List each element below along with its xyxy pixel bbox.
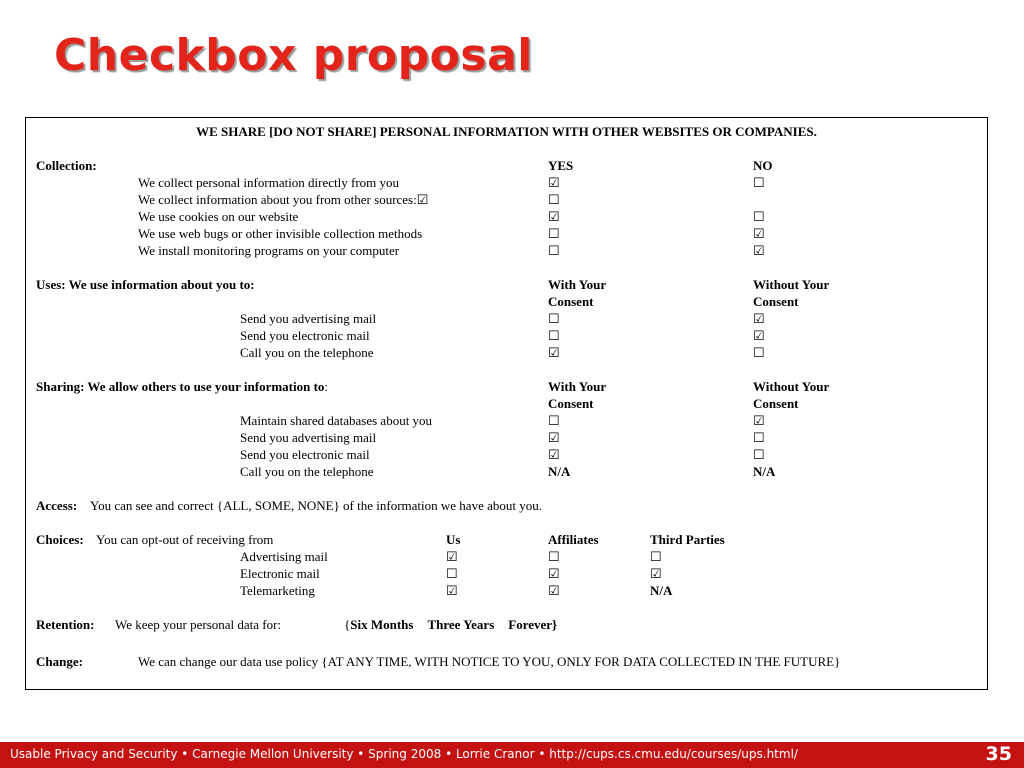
- sharing-row-consent-value: N/A: [548, 464, 571, 479]
- sharing-consent-header: Consent: [548, 396, 594, 411]
- access-text: You can see and correct {ALL, SOME, NONE} of the information we have about you.: [90, 498, 542, 513]
- choices-row-text: Advertising mail: [240, 549, 328, 564]
- collection-row-text: We collect personal information directly from you: [138, 175, 400, 190]
- sharing-row-no-consent-checkbox[interactable]: ☐: [753, 430, 765, 445]
- choices-affiliates-header: Affiliates: [548, 532, 599, 547]
- uses-consent-header: With Your: [548, 277, 607, 292]
- access-label: Access:: [36, 498, 78, 513]
- retention-text: We keep your personal data for:: [115, 617, 282, 632]
- choices-us-header: Us: [446, 532, 461, 547]
- slide-title: Checkbox proposal: [54, 30, 533, 81]
- retention-label: Retention:: [36, 617, 95, 632]
- choices-third-parties-header: Third Parties: [650, 532, 725, 547]
- sharing-row-text: Send you electronic mail: [240, 447, 370, 462]
- collection-row-text: We install monitoring programs on your computer: [138, 243, 400, 258]
- sharing-row-consent-checkbox[interactable]: ☑: [548, 430, 560, 445]
- choices-row-third-parties-checkbox[interactable]: ☑: [650, 566, 662, 581]
- sharing-row-consent-checkbox[interactable]: ☐: [548, 413, 560, 428]
- retention-open-brace: {: [344, 617, 351, 632]
- sharing-row-consent-checkbox[interactable]: ☑: [548, 447, 560, 462]
- collection-row-no-checkbox[interactable]: ☐: [753, 175, 765, 190]
- uses-row-consent-checkbox[interactable]: ☑: [548, 345, 560, 360]
- retention-options: [344, 617, 557, 633]
- collection-label: Collection:: [36, 158, 97, 173]
- collection-row-yes-checkbox[interactable]: ☐: [548, 226, 560, 241]
- choices-row-third-parties-value: N/A: [650, 583, 673, 598]
- sharing-row-text: Call you on the telephone: [240, 464, 374, 479]
- choices-row-third-parties-checkbox[interactable]: ☐: [650, 549, 662, 564]
- sharing-row-no-consent-value: N/A: [753, 464, 776, 479]
- collection-row-yes-checkbox[interactable]: ☑: [548, 175, 560, 190]
- change-text: We can change our data use policy {AT ANY TIME, WITH NOTICE TO YOU, ONLY FOR DATA COLLECTED IN THE FUTURE}: [138, 654, 841, 669]
- footer-bar: [0, 742, 1024, 768]
- sharing-no-consent-header: Consent: [753, 396, 799, 411]
- uses-row-no-consent-checkbox[interactable]: ☑: [753, 328, 765, 343]
- choices-row-affiliates-checkbox[interactable]: ☐: [548, 549, 560, 564]
- sharing-label-suffix: :: [324, 379, 329, 394]
- collection-row-yes-checkbox[interactable]: ☐: [548, 243, 560, 258]
- choices-row-text: Telemarketing: [240, 583, 315, 598]
- uses-row-text: Call you on the telephone: [240, 345, 374, 360]
- uses-label: Uses: We use information about you to:: [36, 277, 255, 292]
- collection-no-header: NO: [753, 158, 773, 173]
- uses-consent-header: Consent: [548, 294, 594, 309]
- page-number: 35: [985, 743, 1012, 765]
- collection-row-text: We use web bugs or other invisible collection methods: [138, 226, 423, 241]
- collection-row-yes-checkbox[interactable]: ☑: [548, 209, 560, 224]
- uses-row-no-consent-checkbox[interactable]: ☐: [753, 345, 765, 360]
- sharing-no-consent-header: Without Your: [753, 379, 830, 394]
- choices-row-text: Electronic mail: [240, 566, 320, 581]
- collection-row-no-checkbox[interactable]: ☑: [753, 243, 765, 258]
- uses-row-consent-checkbox[interactable]: ☐: [548, 311, 560, 326]
- retention-option-three-years[interactable]: Three Years: [427, 617, 495, 632]
- retention-option-six-months[interactable]: Six Months: [350, 617, 414, 632]
- sharing-row-no-consent-checkbox[interactable]: ☑: [753, 413, 765, 428]
- sharing-label: Sharing: We allow others to use your information to: [36, 379, 325, 394]
- sharing-consent-header: With Your: [548, 379, 607, 394]
- collection-row-text: We use cookies on our website: [138, 209, 299, 224]
- choices-text: You can opt-out of receiving from: [96, 532, 274, 547]
- collection-yes-header: YES: [548, 158, 574, 173]
- uses-row-no-consent-checkbox[interactable]: ☑: [753, 311, 765, 326]
- form-header: WE SHARE [DO NOT SHARE] PERSONAL INFORMATION WITH OTHER WEBSITES OR COMPANIES.: [196, 124, 817, 139]
- sharing-row-text: Send you advertising mail: [240, 430, 377, 445]
- sharing-label-line: [36, 379, 328, 395]
- choices-row-us-checkbox[interactable]: ☑: [446, 549, 458, 564]
- uses-row-text: Send you electronic mail: [240, 328, 370, 343]
- sharing-row-no-consent-checkbox[interactable]: ☐: [753, 447, 765, 462]
- collection-row-yes-checkbox[interactable]: ☐: [548, 192, 560, 207]
- uses-row-text: Send you advertising mail: [240, 311, 377, 326]
- uses-row-consent-checkbox[interactable]: ☐: [548, 328, 560, 343]
- choices-row-us-checkbox[interactable]: ☐: [446, 566, 458, 581]
- choices-row-us-checkbox[interactable]: ☑: [446, 583, 458, 598]
- change-label: Change:: [36, 654, 83, 669]
- choices-row-affiliates-checkbox[interactable]: ☑: [548, 566, 560, 581]
- footer-text: Usable Privacy and Security • Carnegie Mellon University • Spring 2008 • Lorrie Cranor • http://cups.cs.cmu.edu/courses/ups.html/: [10, 747, 798, 761]
- collection-row-text: We collect information about you from other sources:☑: [138, 192, 429, 207]
- uses-no-consent-header: Without Your: [753, 277, 830, 292]
- collection-row-no-checkbox[interactable]: ☑: [753, 226, 765, 241]
- sharing-row-text: Maintain shared databases about you: [240, 413, 433, 428]
- collection-row-no-checkbox[interactable]: ☐: [753, 209, 765, 224]
- choices-row-affiliates-checkbox[interactable]: ☑: [548, 583, 560, 598]
- uses-no-consent-header: Consent: [753, 294, 799, 309]
- retention-option-forever[interactable]: Forever}: [508, 617, 558, 632]
- choices-label: Choices:: [36, 532, 84, 547]
- policy-form: [25, 117, 988, 690]
